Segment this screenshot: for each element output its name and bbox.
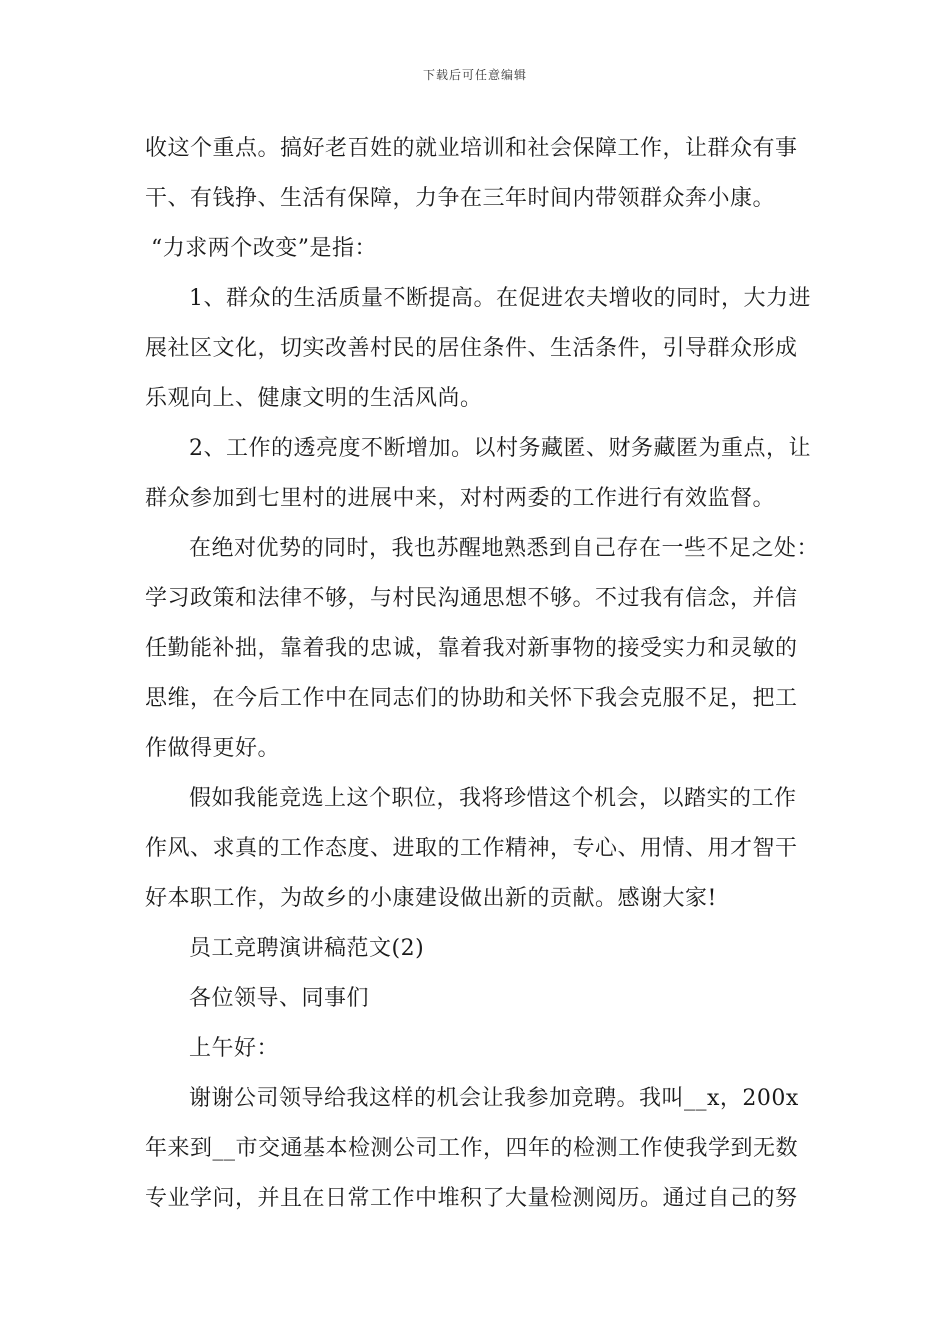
text-line: 年来到__市交通基本检测公司工作，四年的检测工作使我学到无数 <box>145 1136 799 1161</box>
text-line: “力求两个改变”是指： <box>151 236 377 261</box>
text-line: 专业学问，并且在日常工作中堆积了大量检测阅历。通过自己的努 <box>145 1186 798 1211</box>
text-line: 乐观向上、健康文明的生活风尚。 <box>145 386 483 411</box>
text-line: 收这个重点。搞好老百姓的就业培训和社会保障工作，让群众有事 <box>145 136 798 161</box>
text-line: 好本职工作，为故乡的小康建设做出新的贡献。感谢大家! <box>145 886 717 911</box>
text-line: 展社区文化，切实改善村民的居住条件、生活条件，引导群众形成 <box>145 336 798 361</box>
text-line: 假如我能竞选上这个职位，我将珍惜这个机会，以踏实的工作 <box>189 786 797 811</box>
text-line: 谢谢公司领导给我这样的机会让我参加竞聘。我叫__x，200x <box>189 1086 799 1111</box>
text-line: 作风、求真的工作态度、进取的工作精神，专心、用情、用才智干 <box>145 836 798 861</box>
text-line: 干、有钱挣、生活有保障，力争在三年时间内带领群众奔小康。 <box>145 186 776 211</box>
text-line: 群众参加到七里村的进展中来，对村两委的工作进行有效监督。 <box>145 486 776 511</box>
text-line: 2、工作的透亮度不断增加。以村务藏匿、财务藏匿为重点，让 <box>189 436 811 461</box>
greeting: 上午好： <box>189 1036 280 1061</box>
section-title: 员工竞聘演讲稿范文(2) <box>189 936 425 961</box>
document-body <box>145 124 820 1224</box>
text-line: 思维，在今后工作中在同志们的协助和关怀下我会克服不足，把工 <box>145 686 798 711</box>
text-line: 1、群众的生活质量不断提高。在促进农夫增收的同时，大力进 <box>189 286 811 311</box>
page-header: 下载后可任意编辑 <box>422 68 527 82</box>
salutation: 各位领导、同事们 <box>189 986 370 1011</box>
text-line: 学习政策和法律不够，与村民沟通思想不够。不过我有信念，并信 <box>145 586 798 611</box>
text-line: 任勤能补拙，靠着我的忠诚，靠着我对新事物的接受实力和灵敏的 <box>145 636 798 661</box>
text-line: 在绝对优势的同时，我也苏醒地熟悉到自己存在一些不足之处： <box>189 536 820 561</box>
text-line: 作做得更好。 <box>145 736 281 761</box>
